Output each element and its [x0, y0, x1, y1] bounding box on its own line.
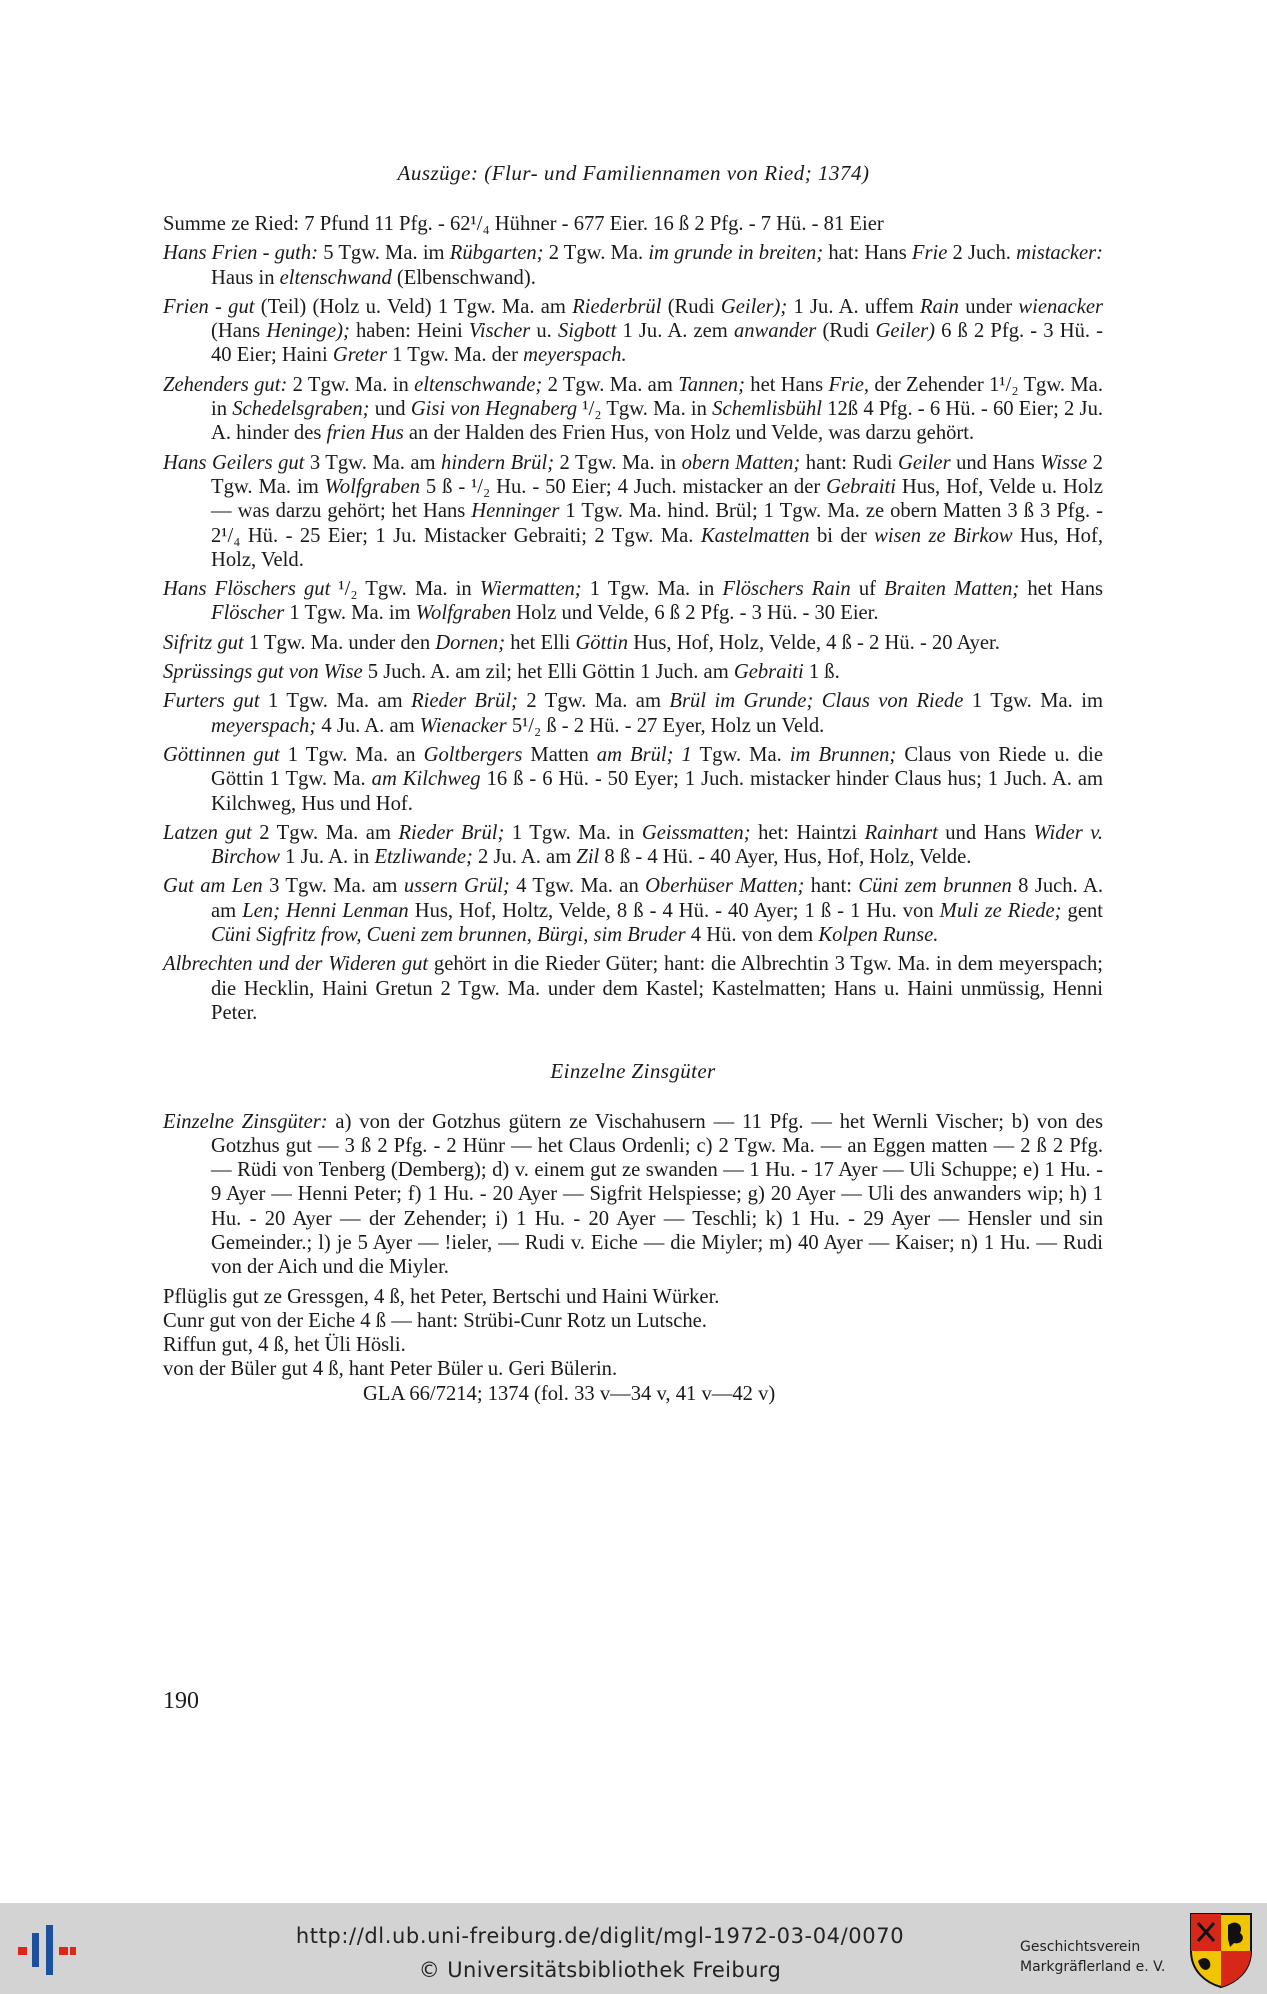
entry-text: 1 Tgw. Ma. in — [504, 821, 642, 844]
italic-name: Cüni zem brunnen — [858, 875, 1012, 898]
italic-name: Gisi von Hegnaberg — [410, 398, 578, 421]
entry-text: 2 Ju. A. am — [472, 846, 577, 869]
entry-paragraph — [163, 241, 1103, 290]
italic-name: Rain — [920, 295, 959, 318]
entry-text: 2 Tgw. Ma. am — [517, 690, 670, 713]
entry-text: 1 Tgw. Ma. an — [279, 743, 424, 766]
entry-text: 1 Tgw. Ma. in — [581, 578, 723, 601]
footer-organization — [1020, 1937, 1190, 1977]
italic-name: eltenschwand — [279, 266, 392, 289]
italic-name: Gebraiti — [733, 661, 804, 684]
italic-name: Cüni Sigfritz frow, Cueni zem brunnen, Bürgi, sim Bruder — [211, 924, 686, 947]
entry-text: Hus, Hof, Holz, Veld. — [211, 524, 1103, 571]
entry-text: 12ß 4 Pfg. - 6 Hü. - 60 Eier; 2 Ju. A. hinder des — [211, 398, 1104, 445]
entry-text: (Elbenschwand). — [391, 266, 536, 289]
plain-line: von der Büler gut 4 ß, hant Peter Büler u. Geri Bülerin. — [163, 1358, 618, 1381]
entry-text: 3 Tgw. Ma. am — [262, 875, 404, 898]
italic-name: Len; Henni Lenman — [242, 899, 409, 922]
entry-text: het: Haintzi — [750, 821, 865, 844]
italic-name: Greter — [332, 344, 387, 367]
entry-text: bi der — [809, 524, 875, 547]
entry-text: Matten — [522, 743, 597, 766]
entry-text: ¹/₂ Tgw. Ma. in — [330, 578, 480, 601]
source-citation: GLA 66/7214; 1374 (fol. 33 v—34 v, 41 v—42 v) — [363, 1382, 776, 1405]
italic-name: am Kilchweg — [371, 768, 481, 791]
italic-name: Heninge); — [266, 320, 350, 343]
italic-name: Geiler); — [720, 295, 788, 318]
entry-text: 2 Tgw. Ma. in — [554, 451, 682, 474]
italic-name: eltenschwande; — [414, 373, 543, 396]
italic-name: Muli ze Riede; — [939, 899, 1062, 922]
entry-text: 8 Juch. A. am — [211, 875, 1103, 922]
entry-text: 6 ß 2 Pfg. - 3 Hü. - 40 Eier; Haini — [211, 320, 1104, 367]
italic-name: Flöschers Rain — [722, 578, 851, 601]
italic-name: Furters gut — [163, 690, 260, 713]
entry-text: hant: Rudi — [800, 451, 898, 474]
entry-paragraph — [163, 743, 1103, 816]
entry-paragraph — [163, 1110, 1103, 1280]
entry-text: der Zehender 1¹/₂ Tgw. Ma. in — [211, 373, 1103, 421]
italic-name: Brül im Grunde; Claus von Riede — [669, 690, 964, 713]
entry-text: hat: Hans — [823, 242, 912, 265]
italic-name: meyerspach; — [211, 714, 317, 737]
entry-text: (Hans — [211, 320, 267, 343]
italic-name: Frie, — [828, 373, 870, 396]
entry-text: 4 Tgw. Ma. an — [509, 875, 646, 898]
entry-text: (Rudi — [816, 320, 876, 343]
entry-text: a) von der Gotzhus gütern ze Vischahusern — 11 Pfg. — het Wernli Vischer; b) von des Gotzhus gut — 3 ß 2 Pfg. - 2 Hünr — het Claus Ordenli; c) 2 Tgw. Ma. — an Eggen matten — 2 ß 2 Pfg. — Rüdi von Tenberg (Demberg); d) v. einem gut ze swanden — 1 Hu. - 17 Ayer — Uli Schuppe; e) 1 Hu. - 9 Ayer — Henni Peter; f) 1 Hu. - 20 Ayer — Sigfrit Helspiesse; g) 20 Ayer — Uli des anwanders wip; h) 1 Hu. - 20 Ayer — der Zehender; i) 1 Hu. - 20 Ayer — Teschli; k) 1 Hu. - 29 Ayer — Hensler und sin Gemeinder.; l) je 5 Ayer — !ieler, — Rudi v. Eiche — die Miyler; m) 40 Ayer — Kaiser; n) 1 Hu. — Rudi von der Aich und die Miyler. — [211, 1110, 1103, 1279]
entry-paragraph — [163, 295, 1103, 368]
italic-name: mistacker: — [1016, 242, 1104, 265]
entry-paragraph — [163, 577, 1103, 626]
italic-name: wienacker — [1018, 295, 1103, 318]
italic-name: Hans Frien - guth: — [163, 242, 319, 265]
entry-text: 2 Tgw. Ma. im — [211, 451, 1103, 498]
entry-text: 1 Ju. A. uffem — [787, 295, 921, 318]
entry-text: Tgw. Ma. — [691, 743, 790, 766]
entry-text: hant: — [804, 875, 859, 898]
entry-text: Hus, Hof, Holtz, Velde, 8 ß - 4 Hü. - 40 Ayer; 1 ß - 1 Hu. von — [408, 899, 940, 922]
italic-name: Dornen; — [435, 631, 506, 654]
entry-text: und — [369, 398, 411, 421]
entry-text: und Hans — [937, 821, 1034, 844]
italic-name: Schemlisbühl — [712, 398, 822, 421]
footer-bar — [0, 1903, 1267, 1994]
entry-text: Hus, Hof, Velde u. Holz — was darzu gehört; het Hans — [211, 475, 1103, 523]
entry-text: 1 Tgw. Ma. im — [284, 602, 416, 625]
italic-name: Zil — [576, 846, 600, 869]
italic-name: im grunde in breiten; — [648, 242, 824, 265]
italic-name: Braiten Matten; — [884, 578, 1020, 601]
entry-paragraph — [163, 451, 1103, 572]
entry-text: 4 Ju. A. am — [316, 714, 420, 737]
entry-text: Hus, Hof, Holz, Velde, 4 ß - 2 Hü. - 20 Ayer. — [628, 631, 1000, 654]
entry-paragraph — [163, 373, 1103, 446]
entry-text: und Hans — [950, 451, 1041, 474]
entry-paragraph — [163, 821, 1103, 870]
entry-text: 1 Tgw. Ma. under den — [243, 631, 436, 654]
entry-paragraph — [163, 660, 1103, 684]
entry-paragraph — [163, 952, 1103, 1025]
entry-text: (Rudi — [661, 295, 721, 318]
footer-copyright: © Universitätsbibliothek Freiburg — [418, 1958, 782, 1982]
italic-name: Riederbrül — [572, 295, 662, 318]
italic-name: Etzliwande; — [374, 846, 473, 869]
italic-name: Hans Flöschers gut — [163, 578, 331, 601]
italic-name: Henninger — [471, 500, 560, 523]
entry-text: haben: Heini — [349, 320, 469, 343]
ub-freiburg-logo-icon — [10, 1923, 80, 1977]
entry-text: 1 Tgw. Ma. im — [963, 690, 1103, 713]
italic-name: Vischer — [468, 320, 531, 343]
entry-text: Haus in — [211, 266, 280, 289]
italic-name: Rieder Brül; — [398, 821, 505, 844]
entry-text: het Elli — [505, 631, 576, 654]
entry-text: an der Halden des Frien Hus, von Holz und Velde, was darzu gehört. — [403, 422, 975, 445]
entry-text: under — [958, 295, 1019, 318]
entry-text: Summe ze Ried: 7 Pfund 11 Pfg. - 62¹/₄ Hühner - 677 Eier. 16 ß 2 Pfg. - 7 Hü. - 81 Eier — [163, 213, 884, 235]
italic-name: im Brunnen; — [789, 743, 897, 766]
italic-name: Hans Geilers gut — [163, 451, 305, 474]
italic-name: am Brül; 1 — [596, 743, 692, 766]
entry-text: 2 Tgw. Ma. am — [251, 821, 399, 844]
italic-name: Geiler — [897, 451, 951, 474]
italic-name: Geiler) — [875, 320, 935, 343]
italic-name: Göttin — [575, 631, 629, 654]
document-body — [163, 212, 1103, 1406]
entry-paragraph — [163, 874, 1103, 947]
italic-name: Sigbott — [557, 320, 617, 343]
entry-text: 1 Tgw. Ma. hind. Brül; 1 Tgw. Ma. ze obern Matten 3 ß 3 Pfg. - 2¹/₄ Hü. - 25 Eier; 1 Ju. Mistacker Gebraiti; 2 Tgw. Ma. — [211, 500, 1103, 547]
entry-text: 8 ß - 4 Hü. - 40 Ayer, Hus, Hof, Holz, Velde. — [599, 846, 972, 869]
italic-name: Gut am Len — [163, 875, 263, 898]
page-number: 190 — [163, 1688, 199, 1714]
entry-text: Holz und Velde, 6 ß 2 Pfg. - 3 Hü. - 30 Eier. — [511, 602, 879, 625]
entry-text: gent — [1061, 899, 1104, 922]
italic-name: frien Hus — [326, 422, 404, 445]
italic-name: Tannen; — [678, 373, 745, 396]
entry-text: 2 Tgw. Ma. — [543, 242, 649, 265]
plain-line: Cunr gut von der Eiche 4 ß — hant: Strübi-Cunr Rotz un Lutsche. — [163, 1309, 707, 1332]
italic-name: Wider v. Birchow — [211, 821, 1103, 869]
entry-text: 1 Ju. A. in — [280, 846, 375, 869]
entry-text: 1 Ju. A. zem — [616, 320, 734, 343]
plain-line: Riffun gut, 4 ß, het Üli Hösli. — [163, 1334, 406, 1357]
italic-name: Oberhüser Matten; — [645, 875, 805, 898]
italic-name: Rieder Brül; — [411, 690, 518, 713]
entry-text: uf — [850, 578, 885, 601]
entry-text: 5¹/₂ ß - 2 Hü. - 27 Eyer, Holz un Veld. — [506, 714, 825, 737]
italic-name: Kastelmatten — [700, 524, 810, 547]
italic-name: Wolfgraben — [324, 475, 421, 498]
italic-name: Wolfgraben — [415, 602, 512, 625]
italic-name: Rübgarten; — [449, 242, 544, 265]
plain-lines — [163, 1285, 1103, 1382]
italic-name: Wisse — [1040, 451, 1088, 474]
italic-name: hindern Brül; — [441, 451, 555, 474]
italic-name: Flöscher — [211, 602, 285, 625]
entry-paragraph — [163, 689, 1103, 738]
entry-text: 5 ß - ¹/₂ Hu. - 50 Eier; 4 Juch. mistacker an der — [420, 475, 827, 498]
plain-line: Pflüglis gut ze Gressgen, 4 ß, het Peter, Bertschi und Haini Würker. — [163, 1285, 720, 1308]
italic-name: Einzelne Zinsgüter: — [163, 1110, 328, 1133]
italic-name: obern Matten; — [681, 451, 801, 474]
italic-name: Sifritz gut — [163, 631, 244, 654]
entry-paragraph — [163, 631, 1103, 655]
org-line-2: Markgräflerland e. V. — [1020, 1959, 1166, 1975]
italic-name: Frie — [911, 242, 948, 265]
entry-text: ¹/₂ Tgw. Ma. in — [577, 398, 713, 421]
italic-name: meyerspach. — [523, 344, 627, 367]
entry-text: 1 ß. — [803, 661, 840, 684]
entry-text: 1 Tgw. Ma. der — [386, 344, 524, 367]
entry-text: 5 Juch. A. am zil; het Elli Göttin 1 Juch. am — [362, 661, 734, 684]
italic-name: Zehenders gut: — [163, 373, 288, 396]
italic-name: Gebraiti — [826, 475, 896, 498]
entry-text: Claus von Riede u. die Göttin 1 Tgw. Ma. — [211, 743, 1103, 791]
entry-text: het Hans — [744, 373, 829, 396]
italic-name: Göttinnen gut — [163, 743, 280, 766]
entry-paragraph — [163, 212, 1103, 236]
entry-text: 2 Tgw. Ma. am — [542, 373, 679, 396]
italic-name: Sprüssings gut von Wise — [163, 661, 363, 684]
running-header: Auszüge: (Flur- und Familiennamen von Ried; 1374) — [397, 161, 870, 185]
zinsgueter-section — [163, 1110, 1103, 1280]
italic-name: Rainhart — [864, 821, 938, 844]
italic-name: Wienacker — [419, 714, 507, 737]
entry-text: 16 ß - 6 Hü. - 50 Eyer; 1 Juch. mistacker hinder Claus hus; 1 Juch. A. am Kilchweg, Hus und Hof. — [211, 768, 1104, 815]
italic-name: Latzen gut — [163, 821, 252, 844]
italic-name: Frien - gut — [163, 295, 255, 318]
italic-name: Schedelsgraben; — [232, 398, 370, 421]
italic-name: anwander — [733, 320, 817, 343]
footer-url-link[interactable]: http://dl.ub.uni-freiburg.de/diglit/mgl-1972-03-04/0070 — [295, 1924, 905, 1948]
entry-text: 2 Juch. — [947, 242, 1017, 265]
entry-text: 5 Tgw. Ma. im — [318, 242, 450, 265]
italic-name: ussern Grül; — [403, 875, 510, 898]
entry-text: het Hans — [1019, 578, 1104, 601]
entry-text: gehört in die Rieder Güter; hant: die Albrechtin 3 Tgw. Ma. in dem meyerspach; die Hecklin, Haini Gretun 2 Tgw. Ma. under dem Kastel; Kastelmatten; Hans u. Haini unmüssig, Henni Peter. — [211, 953, 1103, 1024]
org-line-1: Geschichtsverein — [1020, 1939, 1141, 1955]
italic-name: Goltbergers — [423, 743, 523, 766]
entry-text: u. — [530, 320, 558, 343]
entry-text: (Teil) (Holz u. Veld) 1 Tgw. Ma. am — [254, 295, 573, 318]
section-title: Einzelne Zinsgüter — [550, 1059, 716, 1084]
italic-name: wisen ze Birkow — [874, 524, 1013, 547]
entry-text: 1 Tgw. Ma. am — [259, 690, 412, 713]
entry-text: 2 Tgw. Ma. in — [287, 373, 415, 396]
coat-of-arms-icon — [1188, 1911, 1254, 1989]
italic-name: Geissmatten; — [641, 821, 751, 844]
italic-name: Wiermatten; — [479, 578, 582, 601]
entry-text: 4 Hü. von dem — [685, 924, 819, 947]
entry-text: 3 Tgw. Ma. am — [304, 451, 442, 474]
entries-section — [163, 212, 1103, 1025]
italic-name: Albrechten und der Wideren gut — [163, 953, 429, 976]
italic-name: Kolpen Runse. — [818, 924, 939, 947]
